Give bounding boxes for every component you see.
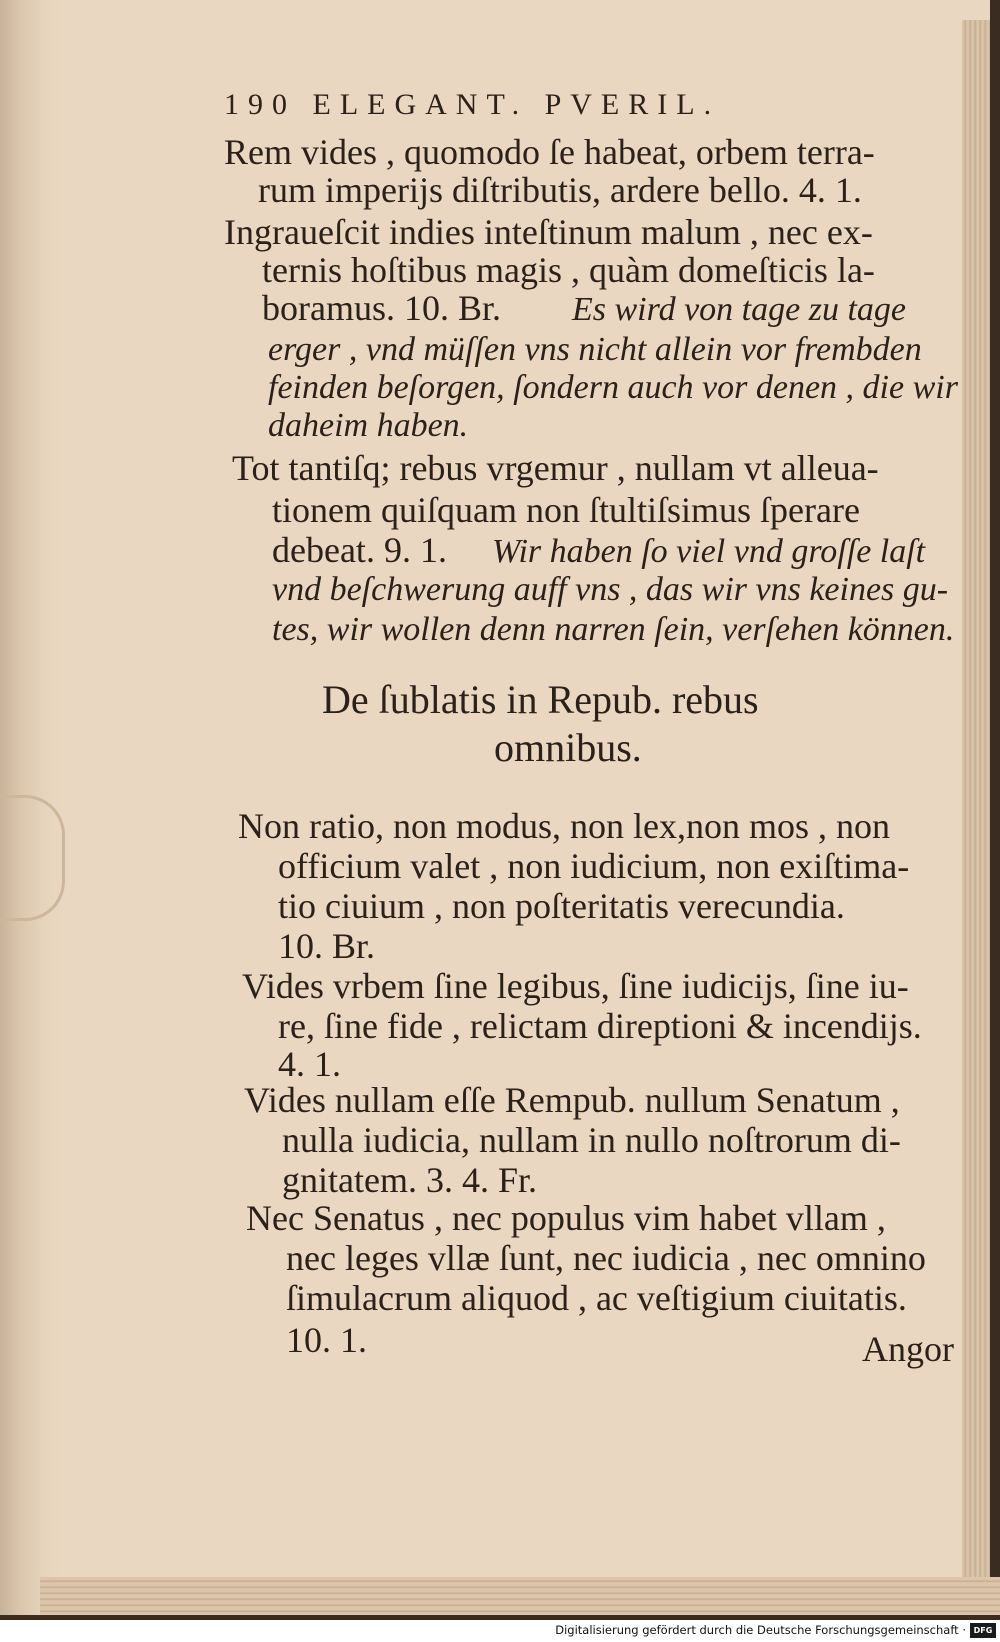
german-gloss: Wir haben ſo viel vnd groſſe laſt: [492, 533, 926, 570]
text-line: ſimulacrum aliquod , ac veſtigium ciuitatis.: [286, 1278, 907, 1318]
text-line: rum imperijs diſtributis, ardere bello. 4. 1.: [258, 170, 862, 210]
text-line: tionem quiſquam non ſtultiſsimus ſperare: [272, 490, 860, 530]
text-line: Tot tantiſq; rebus vrgemur , nullam vt alleua-: [232, 448, 879, 488]
text-line: Vides vrbem ſine legibus, ſine iudicijs, ſine iu-: [242, 966, 909, 1006]
text-line: 4. 1.: [278, 1044, 341, 1084]
text-line: Vides nullam eſſe Rempub. nullum Senatum ,: [244, 1080, 900, 1120]
dfg-logo-icon: DFG: [970, 1623, 996, 1638]
section-heading: De ſublatis in Repub. rebus: [322, 677, 759, 722]
german-gloss: feinden beſorgen, ſondern auch vor denen , die wir: [268, 369, 958, 406]
text-line: Ingraueſcit indies inteſtinum malum , nec ex-: [224, 212, 873, 252]
catchword: Angor: [862, 1329, 954, 1369]
footer-credit: Digitalisierung gefördert durch die Deutsche Forschungsgemeinschaft ·: [555, 1623, 966, 1637]
german-gloss: erger , vnd müſſen vns nicht allein vor frembden: [268, 331, 922, 368]
text-line: re, ſine fide , relictam direptioni & incendijs.: [278, 1006, 922, 1046]
german-gloss: Es wird von tage zu tage: [572, 291, 906, 328]
german-gloss: tes, wir wollen denn narren ſein, verſehen können.: [272, 611, 955, 648]
text-line: tio ciuium , non poſteritatis verecundia.: [278, 886, 845, 926]
text-line: nulla iudicia, nullam in nullo noſtrorum di-: [282, 1120, 901, 1160]
text-line: ternis hoſtibus magis , quàm domeſticis la-: [262, 250, 875, 290]
text-line: gnitatem. 3. 4. Fr.: [282, 1160, 537, 1200]
page-edges-bottom: [40, 1577, 1000, 1615]
text-line: debeat. 9. 1.: [272, 530, 447, 570]
clasp-impression: [0, 795, 65, 921]
text-line: Nec Senatus , nec populus vim habet vllam ,: [246, 1198, 886, 1238]
text-line: officium valet , non iudicium, non exiſtima-: [278, 846, 910, 886]
text-line: nec leges vllæ ſunt, nec iudicia , nec omnino: [286, 1238, 926, 1278]
digitization-footer: [0, 1620, 1000, 1642]
german-gloss: vnd beſchwerung auff vns , das wir vns keines gu-: [272, 571, 949, 608]
text-line: Rem vides , quomodo ſe habeat, orbem terra-: [224, 132, 875, 172]
running-head: 190 ELEGANT. PVERIL.: [224, 88, 721, 121]
german-gloss: daheim haben.: [268, 407, 469, 444]
page-edges-right: [962, 20, 990, 1600]
text-line: 10. 1.: [286, 1320, 367, 1360]
text-line: Non ratio, non modus, non lex,non mos , non: [238, 806, 890, 846]
section-heading: omnibus.: [494, 725, 642, 770]
text-line: boramus. 10. Br.: [262, 288, 501, 328]
text-line: 10. Br.: [278, 926, 376, 966]
